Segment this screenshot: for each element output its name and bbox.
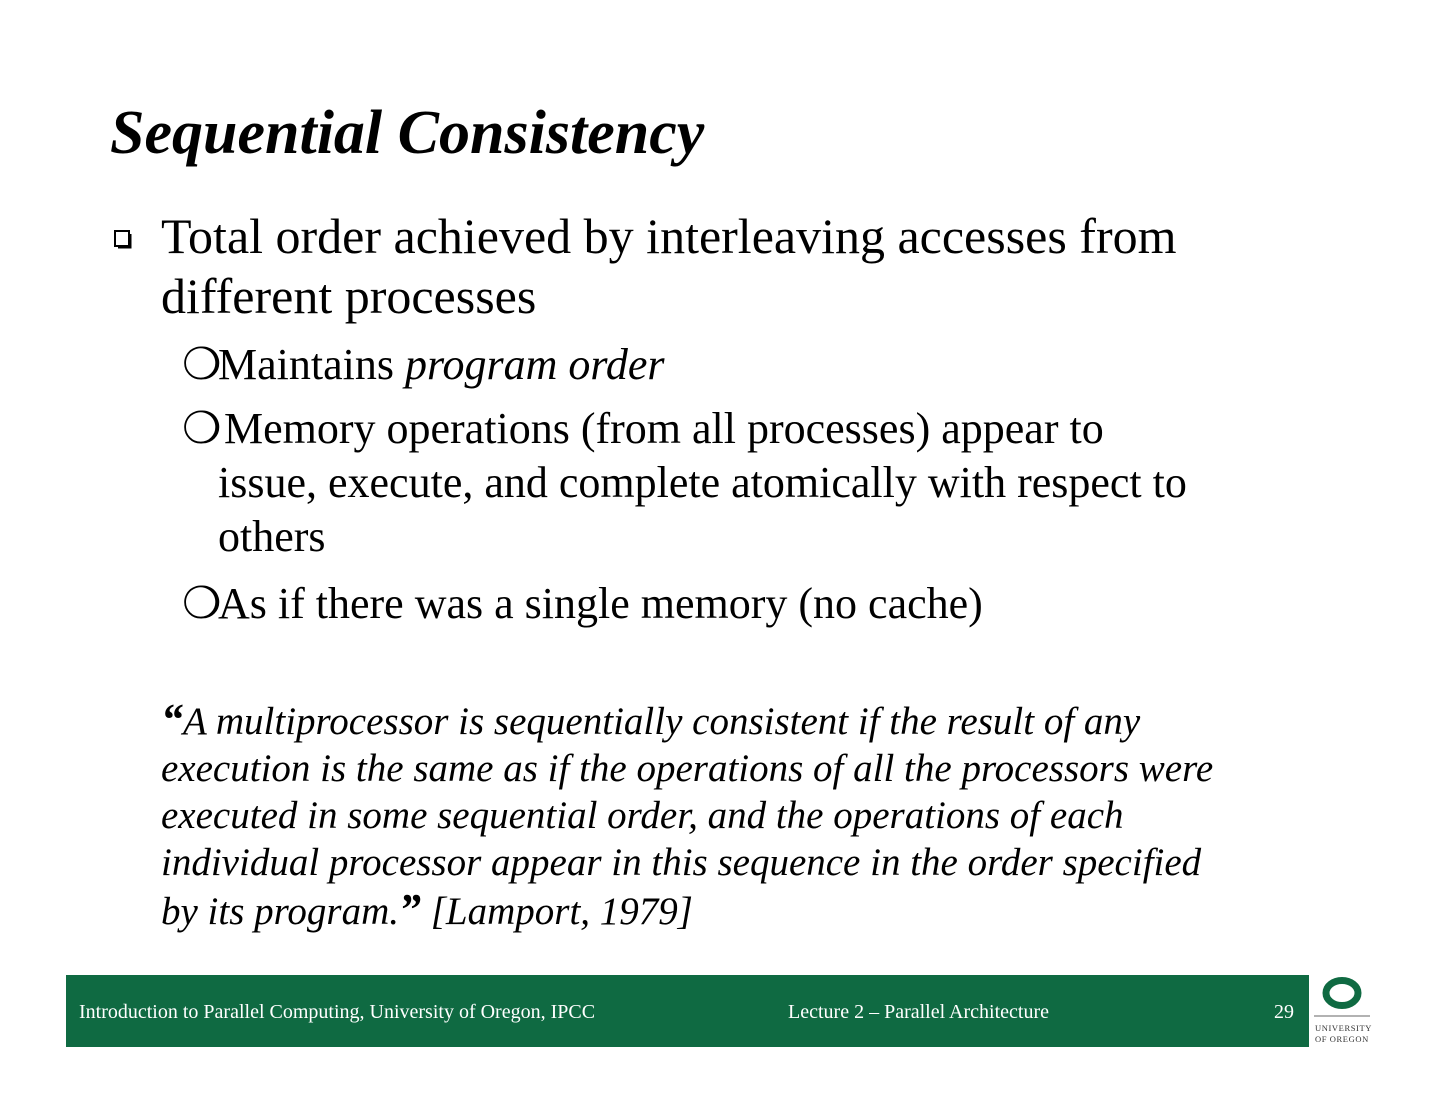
quote-line5: by its program. [161, 890, 399, 933]
sub-bullet-line2: issue, execute, and complete atomically with respect to [218, 458, 1187, 507]
main-bullet-text [161, 206, 1383, 326]
quote-line4: individual processor appear in this sequence in the order specified [161, 841, 1202, 884]
main-bullet-line1: Total order achieved by interleaving accesses from [161, 208, 1177, 264]
page-number: 29 [1274, 1001, 1294, 1023]
quote-line3: executed in some sequential order, and the operations of each [161, 794, 1124, 837]
circle-bullet-icon: ❍ [182, 340, 222, 389]
quote-citation: [Lamport, 1979] [420, 890, 693, 933]
close-quote-mark: ” [398, 885, 421, 934]
footer-lecture-title: Lecture 2 – Parallel Architecture [788, 1001, 1049, 1023]
sub-bullet-program-order [182, 338, 1362, 392]
sub-bullet-line1: Memory operations (from all processes) appear to [224, 404, 1104, 453]
quote-line2: execution is the same as if the operations of all the processors were [161, 747, 1214, 790]
footer-course-title: Introduction to Parallel Computing, University of Oregon, IPCC [79, 1001, 596, 1023]
sub-bullet-text: As if there was a single memory (no cache) [218, 579, 983, 628]
lamport-quote [161, 696, 1371, 935]
sub-bullet-text [218, 340, 665, 389]
sub-bullet-prefix: Maintains [218, 340, 405, 389]
circle-bullet-icon: ❍ [182, 404, 222, 453]
logo-text-university: UNIVERSITY [1315, 1023, 1372, 1033]
logo-text-of-oregon: OF OREGON [1315, 1034, 1369, 1044]
sub-bullet-memory-operations [182, 402, 1362, 564]
quote-line1: A multiprocessor is sequentially consistent if the result of any [183, 700, 1141, 743]
sub-bullet-emphasis: program order [404, 340, 665, 389]
main-bullet-line2: different processes [161, 268, 537, 324]
square-bullet-icon [113, 228, 133, 250]
circle-bullet-icon: ❍ [182, 579, 222, 628]
sub-bullet-line3: others [218, 512, 326, 561]
open-quote-mark: “ [161, 695, 183, 744]
footer-bar [66, 975, 1309, 1047]
slide-title: Sequential Consistency [110, 99, 705, 167]
main-bullet [113, 206, 1383, 326]
sub-bullet-single-memory [182, 577, 1362, 631]
